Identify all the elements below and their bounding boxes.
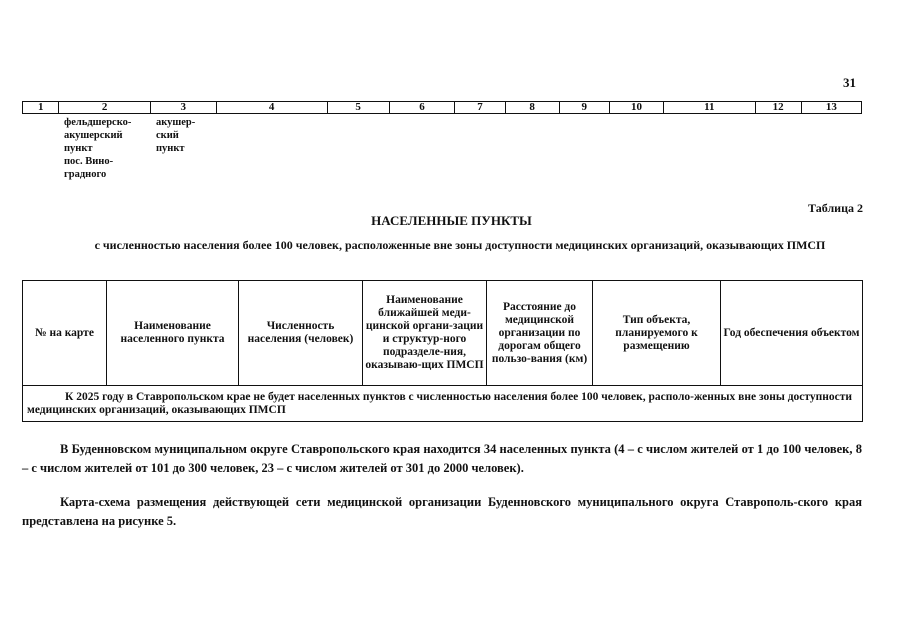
paragraph-map: Карта-схема размещения действующей сети медицинской организации Буденновского муниципального округа Ставрополь-ского края представлена на рисунке 5. [22, 495, 862, 528]
column-number: 11 [664, 102, 755, 114]
table-title: НАСЕЛЕННЫЕ ПУНКТЫ [371, 213, 532, 228]
header-distance: Расстояние до медицинской организации по дорогам общего пользо-вания (км) [487, 281, 593, 386]
header-map-number: № на карте [23, 281, 107, 386]
header-population: Численность населения (человек) [239, 281, 363, 386]
carryover-type-line: ский [156, 130, 179, 141]
carryover-name-line: фельдшерско- [64, 117, 132, 128]
table-label: Таблица 2 [808, 201, 863, 215]
column-number: 5 [327, 102, 389, 114]
column-number: 13 [801, 102, 861, 114]
table-subtitle: с численностью населения более 100 человек, расположенные вне зоны доступности медицинских организаций, оказывающих ПМСП [94, 238, 826, 252]
column-number: 4 [216, 102, 327, 114]
header-object-type: Тип объекта, планируемого к размещению [593, 281, 721, 386]
table-note-row: К 2025 году в Ставропольском крае не будет населенных пунктов с численностью населения более 100 человек, располо-женных вне зоны доступности медицинских организаций, оказывающих ПМСП [23, 386, 863, 422]
carryover-name-line: акушерский [64, 130, 123, 141]
settlements-table [22, 280, 863, 422]
column-number: 7 [455, 102, 505, 114]
column-number: 9 [559, 102, 609, 114]
page-number: 31 [843, 75, 856, 90]
header-settlement-name: Наименование населенного пункта [107, 281, 239, 386]
column-number: 2 [59, 102, 150, 114]
column-number: 3 [150, 102, 216, 114]
column-number: 1 [23, 102, 59, 114]
header-year: Год обеспечения объектом [721, 281, 863, 386]
column-number-strip [22, 101, 862, 114]
carryover-name-line: пункт [64, 143, 93, 154]
column-number: 6 [389, 102, 455, 114]
carryover-name-line: градного [64, 169, 107, 180]
carryover-type-line: пункт [156, 143, 185, 154]
column-number: 10 [609, 102, 663, 114]
carryover-name-cell [64, 116, 131, 181]
column-number: 12 [755, 102, 801, 114]
carryover-type-cell [156, 116, 195, 155]
carryover-name-line: пос. Вино- [64, 156, 114, 167]
column-number: 8 [505, 102, 559, 114]
paragraph-settlements: В Буденновском муниципальном округе Ставропольского края находится 34 населенных пункта (4 – с числом жителей от 1 до 100 человек, 8 – с числом жителей от 101 до 300 человек, 23 – с числом жителей от 301 до 2000 человек). [22, 442, 862, 475]
header-nearest-organization: Наименование ближайшей меди-цинской органи-зации и структур-ного подразделе-ния, оказываю-щих ПМСП [363, 281, 487, 386]
carryover-type-line: акушер- [156, 117, 196, 128]
